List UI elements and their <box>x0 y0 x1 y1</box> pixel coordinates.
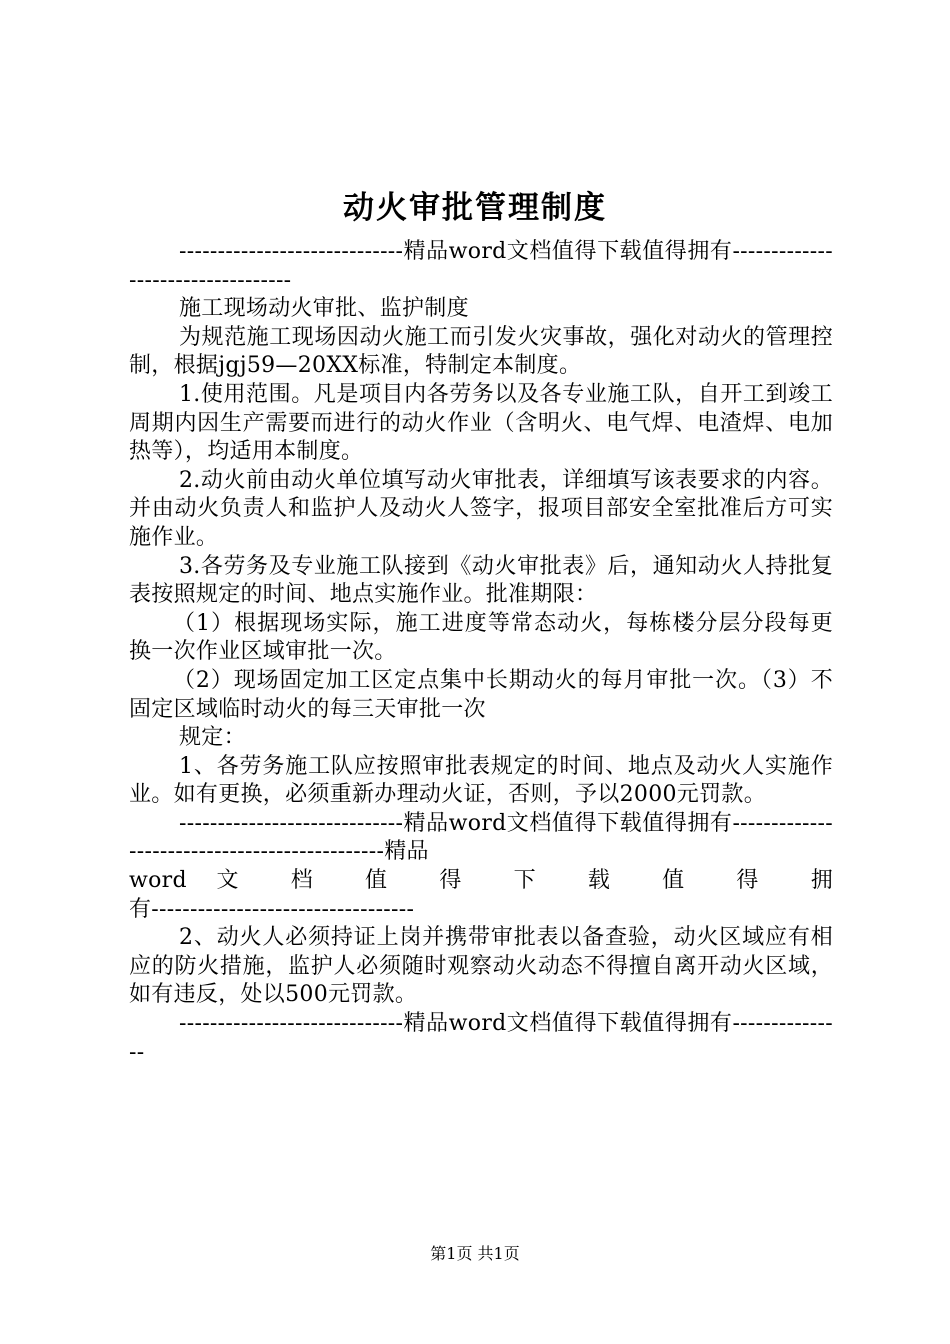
approval-paragraph: 3.各劳务及专业施工队接到《动火审批表》后，通知动火人持批复表按照规定的时间、地点实施作业。批准期限： <box>129 553 833 608</box>
watermark-line: 有---------------------------------- <box>129 896 415 922</box>
scope-paragraph: 1.使用范围。凡是项目内各劳务以及各专业施工队，自开工到竣工周期内因生产需要而进行的动火作业（含明火、电气焊、电渣焊、电加热等），均适用本制度。 <box>129 381 833 465</box>
intro-paragraph: 为规范施工现场因动火施工而引发火灾事故，强化对动火的管理控制，根据jgj59—20XX标准，特制定本制度。 <box>129 324 833 379</box>
watermark-line: -----------------------------精品word文档值得下载值得拥有--------------- <box>129 1011 833 1065</box>
watermark-spread-line: word 文 档 值 得 下 载 值 得 拥 <box>129 868 833 894</box>
rule-2-paragraph: 2、动火人必须持证上岗并携带审批表以备查验，动火区域应有相应的防火措施，监护人必须随时观察动火动态不得擅自离开动火区域，如有违反，处以500元罚款。 <box>129 925 833 1008</box>
application-paragraph: 2.动火前由动火单位填写动火审批表，详细填写该表要求的内容。并由动火负责人和监护人及动火人签字，报项目部安全室批准后方可实施作业。 <box>129 467 833 550</box>
period-item-1: （1）根据现场实际，施工进度等常态动火，每栋楼分层分段每更换一次作业区域审批一次。 <box>129 610 833 665</box>
rule-1-paragraph: 1、各劳务施工队应按照审批表规定的时间、地点及动火人实施作业。如有更换，必须重新办理动火证，否则，予以2000元罚款。 <box>129 753 833 808</box>
watermark-line: -----------------------------精品word文档值得下载值得拥有----------------------------------------------精品 <box>129 810 833 865</box>
document-body <box>129 238 833 1067</box>
document-title: 动火审批管理制度 <box>343 190 607 226</box>
watermark-line: -----------------------------精品word文档值得下载值得拥有---------------------------------- <box>129 239 833 293</box>
page-footer: 第1页 共1页 <box>430 1244 520 1263</box>
subtitle-paragraph: 施工现场动火审批、监护制度 <box>179 296 469 322</box>
period-item-2-3: （2）现场固定加工区定点集中长期动火的每月审批一次。（3）不固定区域临时动火的每三天审批一次 <box>129 667 833 722</box>
rules-heading: 规定： <box>179 725 246 751</box>
